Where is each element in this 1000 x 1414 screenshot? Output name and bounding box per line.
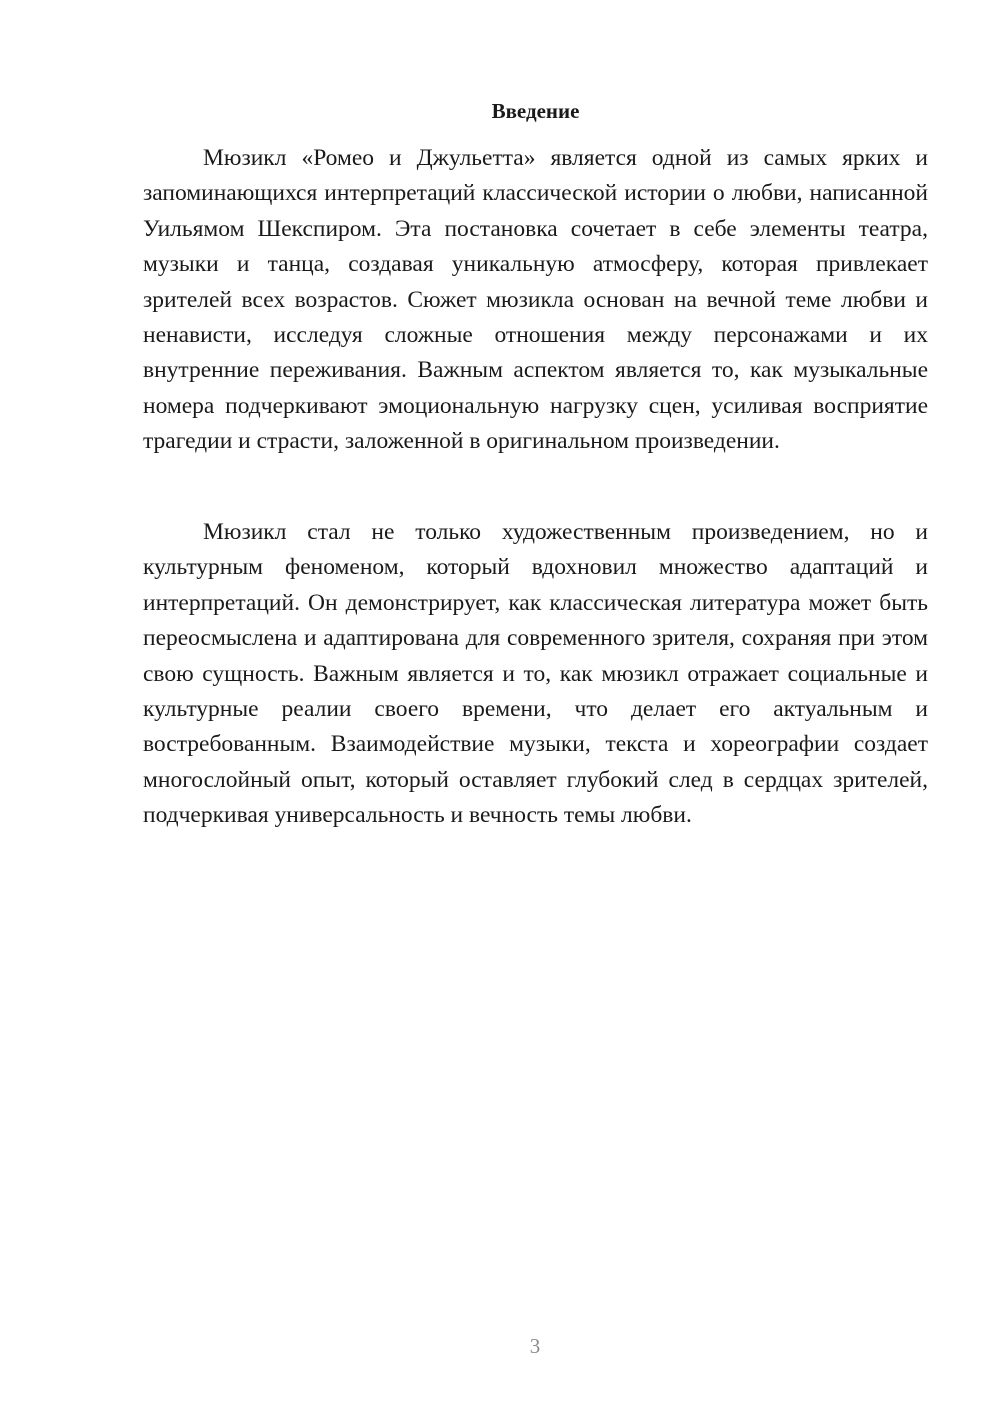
paragraph-2: Мюзикл стал не только художественным произведением, но и культурным феноменом, который вдохновил множество адаптаций и интерпретаций. Он демонстрирует, как классическая литература может быть переосмыслена и адаптирована для современного зрителя, сохраняя при этом свою сущность. Важным является и то, как мюзикл отражает социальные и культурные реалии своего времени, что делает его актуальным и востребованным. Взаимодействие музыки, текста и хореографии создает многослойный опыт, который оставляет глубокий след в сердцах зрителей, подчеркивая универсальность и вечность темы любви.	[143, 519, 928, 829]
section-heading: Введение	[491, 99, 580, 123]
paragraph-1: Мюзикл «Ромео и Джульетта» является одной из самых ярких и запоминающихся интерпретаций классической истории о любви, написанной Уильямом Шекспиром. Эта постановка сочетает в себе элементы театра, музыки и танца, создавая уникальную атмосферу, которая привлекает зрителей всех возрастов. Сюжет мюзикла основан на вечной теме любви и ненависти, исследуя сложные отношения между персонажами и их внутренние переживания. Важным аспектом является то, как музыкальные номера подчеркивают эмоциональную нагрузку сцен, усиливая восприятие трагедии и страсти, заложенной в оригинальном произведении.	[143, 145, 928, 455]
page-number: 3	[529, 1334, 541, 1358]
